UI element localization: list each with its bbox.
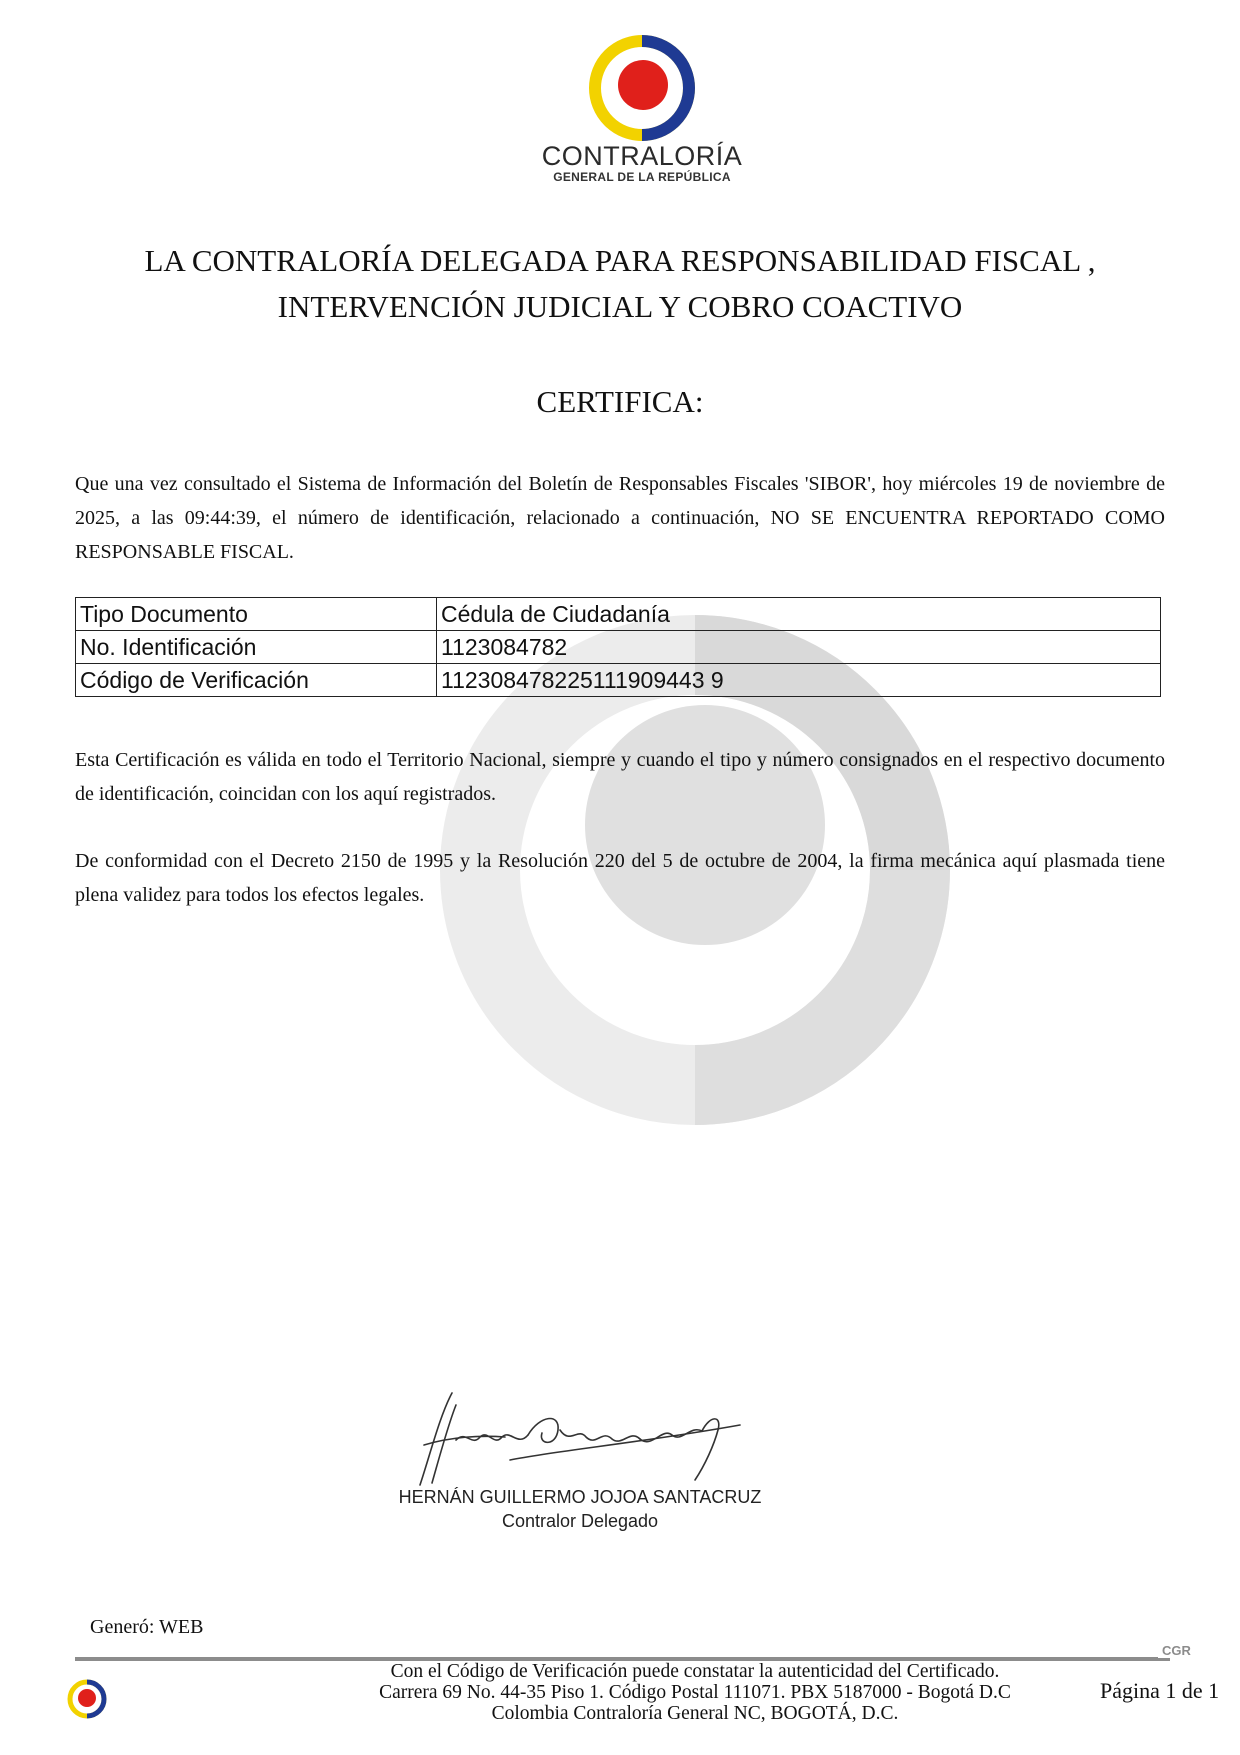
table-row	[76, 631, 1161, 664]
table-row	[76, 664, 1161, 697]
footer-logo-icon	[66, 1678, 108, 1720]
logo-subtitle: GENERAL DE LA REPÚBLICA	[553, 170, 731, 184]
paragraph-validez: Esta Certificación es válida en todo el Territorio Nacional, siempre y cuando el tipo y número consignados en el respectivo documento de identificación, coincidan con los aquí registrados.	[75, 749, 1165, 805]
logo-wordmark: CONTRALORÍA	[541, 141, 743, 171]
table-value: 112308478225111909443 9	[437, 664, 1161, 697]
handwritten-signature	[410, 1385, 760, 1495]
table-label: Tipo Documento	[76, 598, 437, 631]
cgr-tag: CGR	[1158, 1643, 1195, 1658]
identification-table	[75, 597, 1161, 697]
document-title	[90, 238, 1150, 330]
table-label: No. Identificación	[76, 631, 437, 664]
footer-line-1: Con el Código de Verificación puede constatar la autenticidad del Certificado.	[390, 1661, 1000, 1682]
table-row	[76, 598, 1161, 631]
certifica-heading: CERTIFICA:	[536, 384, 704, 419]
contraloria-logo-icon	[588, 34, 696, 142]
signatory-name: HERNÁN GUILLERMO JOJOA SANTACRUZ	[398, 1487, 762, 1507]
signatory-role: Contralor Delegado	[501, 1511, 659, 1531]
table-label: Código de Verificación	[76, 664, 437, 697]
generated-by: Generó: WEB	[90, 1616, 204, 1638]
footer-line-3: Colombia Contraloría General NC, BOGOTÁ, D.C.	[491, 1703, 899, 1724]
table-value: Cédula de Ciudadanía	[437, 598, 1161, 631]
page-number: Página 1 de 1	[1100, 1678, 1220, 1703]
table-value: 1123084782	[437, 631, 1161, 664]
title-line-1: LA CONTRALORÍA DELEGADA PARA RESPONSABILIDAD FISCAL ,	[144, 243, 1096, 278]
footer-text	[340, 1661, 1050, 1724]
paragraph-consulta: Que una vez consultado el Sistema de Información del Boletín de Responsables Fiscales 'SIBOR', hoy miércoles 19 de noviembre de 2025, a las 09:44:39, el número de identificación, relacionado a continuación, NO SE ENCUENTRA REPORTADO COMO RESPONSABLE FISCAL.	[75, 473, 1165, 563]
footer-line-2: Carrera 69 No. 44-35 Piso 1. Código Postal 111071. PBX 5187000 - Bogotá D.C	[379, 1682, 1011, 1703]
title-line-2: INTERVENCIÓN JUDICIAL Y COBRO COACTIVO	[277, 289, 963, 324]
paragraph-decreto: De conformidad con el Decreto 2150 de 1995 y la Resolución 220 del 5 de octubre de 2004, la firma mecánica aquí plasmada tiene plena validez para todos los efectos legales.	[75, 850, 1165, 906]
